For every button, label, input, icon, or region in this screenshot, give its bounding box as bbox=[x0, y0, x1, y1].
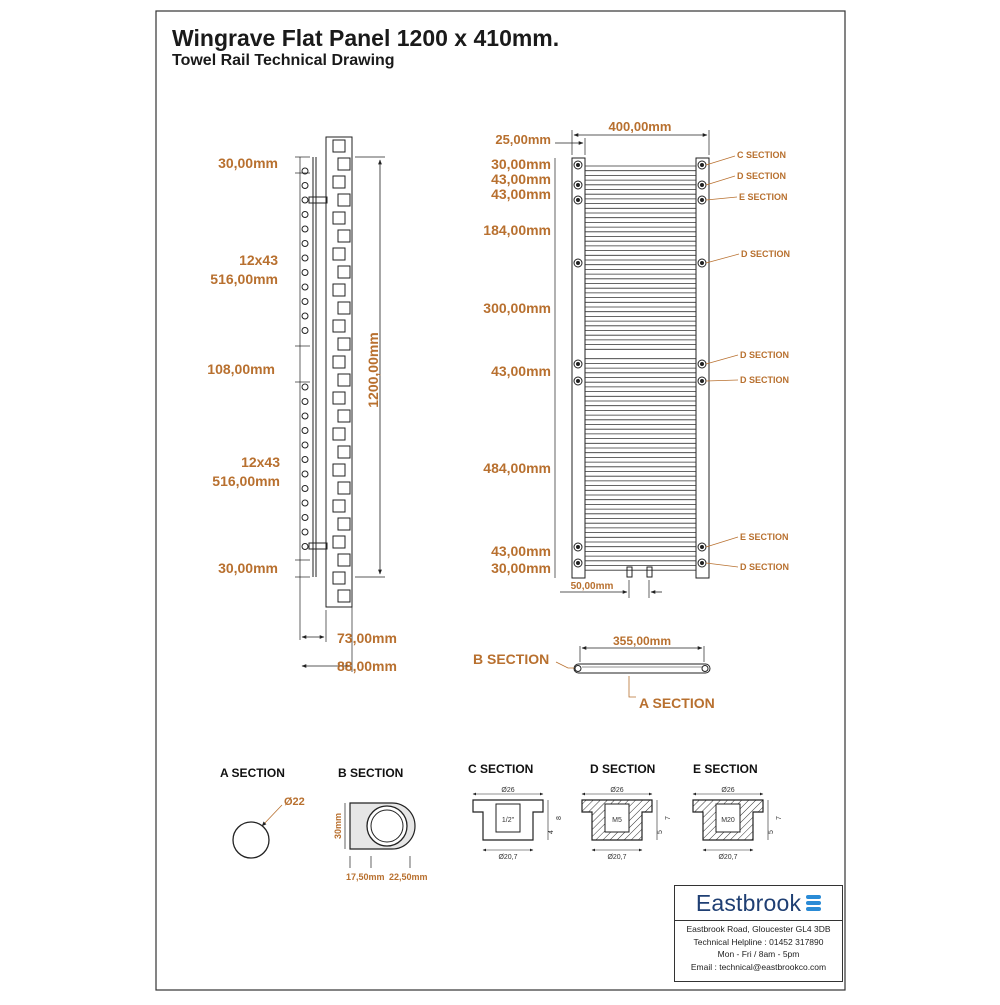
side-bar-end bbox=[302, 544, 308, 550]
side-fin bbox=[338, 590, 350, 602]
side-fin bbox=[338, 194, 350, 206]
side-dim-upper-span: 516,00mm bbox=[210, 271, 278, 287]
side-fin bbox=[333, 212, 345, 224]
fitting-depth-2: 7 bbox=[776, 816, 783, 820]
bolt-centre bbox=[577, 184, 580, 187]
detail-b-w2: 22,50mm bbox=[389, 872, 428, 882]
fitting-e bbox=[693, 787, 783, 861]
bolt-centre bbox=[577, 363, 580, 366]
side-fin bbox=[333, 500, 345, 512]
side-bar-end bbox=[302, 241, 308, 247]
side-fin bbox=[338, 158, 350, 170]
front-dim-upper-gap: 184,00mm bbox=[483, 222, 551, 238]
bolt-centre bbox=[701, 562, 704, 565]
detail-title-d: D SECTION bbox=[590, 762, 656, 776]
side-bar-end bbox=[302, 457, 308, 463]
side-fin bbox=[338, 446, 350, 458]
detail-b-height: 30mm bbox=[333, 812, 343, 840]
detail-b-w1: 17,50mm bbox=[346, 872, 385, 882]
fitting-d bbox=[582, 787, 672, 861]
bolt-centre bbox=[577, 562, 580, 565]
side-fin bbox=[333, 248, 345, 260]
side-fin bbox=[333, 320, 345, 332]
side-fins bbox=[333, 140, 350, 602]
plan-view bbox=[556, 646, 710, 697]
side-fin bbox=[338, 338, 350, 350]
side-fin bbox=[338, 482, 350, 494]
detail-title-c: C SECTION bbox=[468, 762, 534, 776]
section-label-8: D SECTION bbox=[740, 562, 790, 572]
side-bar-end bbox=[302, 500, 308, 506]
fitting-top-dia: Ø26 bbox=[610, 787, 624, 794]
plan-bar bbox=[574, 664, 710, 673]
section-label-1: C SECTION bbox=[737, 150, 787, 160]
side-dim-depth-outer: 88,00mm bbox=[337, 658, 397, 674]
side-bar-end bbox=[302, 212, 308, 218]
bolt-centre bbox=[577, 199, 580, 202]
side-dim-top: 30,00mm bbox=[218, 155, 278, 171]
side-bar-end bbox=[302, 399, 308, 405]
side-dim-gap: 108,00mm bbox=[207, 361, 275, 377]
page-subtitle: Towel Rail Technical Drawing bbox=[172, 52, 395, 69]
side-fin bbox=[338, 518, 350, 530]
side-bar-end bbox=[302, 299, 308, 305]
detail-title-a: A SECTION bbox=[220, 766, 285, 780]
page-title: Wingrave Flat Panel 1200 x 410mm. bbox=[172, 25, 560, 51]
bolt-centre bbox=[577, 164, 580, 167]
section-label-6: D SECTION bbox=[740, 375, 790, 385]
fitting-depth-2: 7 bbox=[665, 816, 672, 820]
side-fin bbox=[338, 230, 350, 242]
bolt-centre bbox=[577, 262, 580, 265]
front-dim-lower-row: 43,00mm bbox=[491, 543, 551, 559]
company-address: Eastbrook Road, Gloucester GL4 3DB bbox=[686, 924, 831, 934]
section-label-3: E SECTION bbox=[739, 192, 788, 202]
side-bar-end bbox=[302, 226, 308, 232]
detail-b-drawing bbox=[345, 803, 415, 868]
section-label-4: D SECTION bbox=[741, 249, 791, 259]
side-fin bbox=[333, 356, 345, 368]
waves-icon bbox=[806, 895, 821, 911]
side-fin bbox=[333, 140, 345, 152]
side-bar-end bbox=[302, 328, 308, 334]
side-fin bbox=[333, 176, 345, 188]
side-fin bbox=[338, 302, 350, 314]
bolt-centre bbox=[701, 262, 704, 265]
side-bar-end bbox=[302, 529, 308, 535]
side-bar-end bbox=[302, 428, 308, 434]
detail-title-b: B SECTION bbox=[338, 766, 404, 780]
front-dim-top: 30,00mm bbox=[491, 156, 551, 172]
side-bar-end bbox=[302, 384, 308, 390]
front-dim-row2: 43,00mm bbox=[491, 171, 551, 187]
fitting-depth-1: 5 bbox=[657, 830, 664, 834]
side-dim-height: 1200,00mm bbox=[365, 332, 381, 408]
side-fin bbox=[333, 284, 345, 296]
bolt-centre bbox=[701, 184, 704, 187]
section-label-5: D SECTION bbox=[740, 350, 790, 360]
front-bars bbox=[585, 166, 696, 570]
detail-a-drawing bbox=[233, 805, 282, 858]
side-fin bbox=[333, 428, 345, 440]
bolt-centre bbox=[701, 546, 704, 549]
bolt-centre bbox=[701, 380, 704, 383]
bolt-centre bbox=[701, 363, 704, 366]
fitting-thread: 1/2" bbox=[501, 817, 515, 824]
side-bar-end bbox=[302, 486, 308, 492]
opening-hours: Mon - Fri / 8am - 5pm bbox=[717, 949, 800, 959]
side-bar-end bbox=[302, 313, 308, 319]
front-dim-row3: 43,00mm bbox=[491, 186, 551, 202]
fitting-depth-1: 4 bbox=[548, 830, 555, 834]
front-view bbox=[555, 130, 709, 598]
front-dim-width: 400,00mm bbox=[608, 119, 672, 134]
fitting-sections bbox=[473, 787, 783, 861]
detail-a-dia: Ø22 bbox=[284, 796, 305, 808]
plan-label-a: A SECTION bbox=[639, 695, 715, 711]
front-dim-mid: 43,00mm bbox=[491, 363, 551, 379]
fitting-thread: M20 bbox=[721, 817, 735, 824]
fitting-top-dia: Ø26 bbox=[501, 787, 515, 794]
side-fin bbox=[333, 392, 345, 404]
side-bar-end bbox=[302, 197, 308, 203]
plan-dim-width: 355,00mm bbox=[612, 634, 672, 648]
front-dim-upper-span: 300,00mm bbox=[483, 300, 551, 316]
side-fin bbox=[333, 464, 345, 476]
fitting-bottom-dia: Ø20,7 bbox=[607, 854, 627, 861]
side-dim-bottom: 30,00mm bbox=[218, 560, 278, 576]
logo bbox=[675, 886, 842, 921]
side-bar-end bbox=[302, 515, 308, 521]
front-bolts bbox=[574, 161, 706, 567]
fitting-top-dia: Ø26 bbox=[721, 787, 735, 794]
company-info-box bbox=[674, 885, 843, 982]
plan-label-b: B SECTION bbox=[473, 651, 550, 667]
side-dim-lower-span: 516,00mm bbox=[212, 473, 280, 489]
side-fin bbox=[338, 554, 350, 566]
fitting-bottom-dia: Ø20,7 bbox=[498, 854, 518, 861]
front-dim-pipe-centres: 50,00mm bbox=[570, 581, 614, 592]
bolt-centre bbox=[577, 380, 580, 383]
side-bar-end bbox=[302, 442, 308, 448]
bolt-centre bbox=[701, 164, 704, 167]
side-dim-count-upper: 12x43 bbox=[239, 252, 278, 268]
side-bar-end bbox=[302, 284, 308, 290]
contact-email: Email : technical@eastbrookco.com bbox=[690, 961, 827, 972]
front-dim-lower-span: 484,00mm bbox=[483, 460, 551, 476]
front-dim-offset: 25,00mm bbox=[495, 132, 551, 147]
fitting-thread: M5 bbox=[612, 817, 622, 824]
fitting-depth-2: 8 bbox=[556, 816, 563, 820]
front-dim-bottom: 30,00mm bbox=[491, 560, 551, 576]
bolt-centre bbox=[577, 546, 580, 549]
side-dim-count-lower: 12x43 bbox=[241, 454, 280, 470]
detail-title-e: E SECTION bbox=[693, 762, 758, 776]
side-fin bbox=[338, 374, 350, 386]
side-fin bbox=[338, 266, 350, 278]
section-label-2: D SECTION bbox=[737, 171, 787, 181]
side-bar-end bbox=[302, 413, 308, 419]
fitting-bottom-dia: Ø20,7 bbox=[718, 854, 738, 861]
side-bar-end bbox=[302, 471, 308, 477]
header bbox=[172, 24, 559, 70]
side-bar-end bbox=[302, 270, 308, 276]
side-dots bbox=[302, 168, 308, 550]
side-dim-depth-inner: 73,00mm bbox=[337, 630, 397, 646]
side-fin bbox=[333, 536, 345, 548]
bolt-centre bbox=[701, 199, 704, 202]
fitting-depth-1: 5 bbox=[768, 830, 775, 834]
side-bar-end bbox=[302, 255, 308, 261]
section-label-7: E SECTION bbox=[740, 532, 789, 542]
side-fin bbox=[338, 410, 350, 422]
brand-name: Eastbrook bbox=[695, 889, 802, 916]
fitting-c bbox=[473, 787, 563, 861]
side-bar-end bbox=[302, 183, 308, 189]
side-fin bbox=[333, 572, 345, 584]
technical-helpline: Technical Helpline : 01452 317890 bbox=[693, 936, 824, 947]
